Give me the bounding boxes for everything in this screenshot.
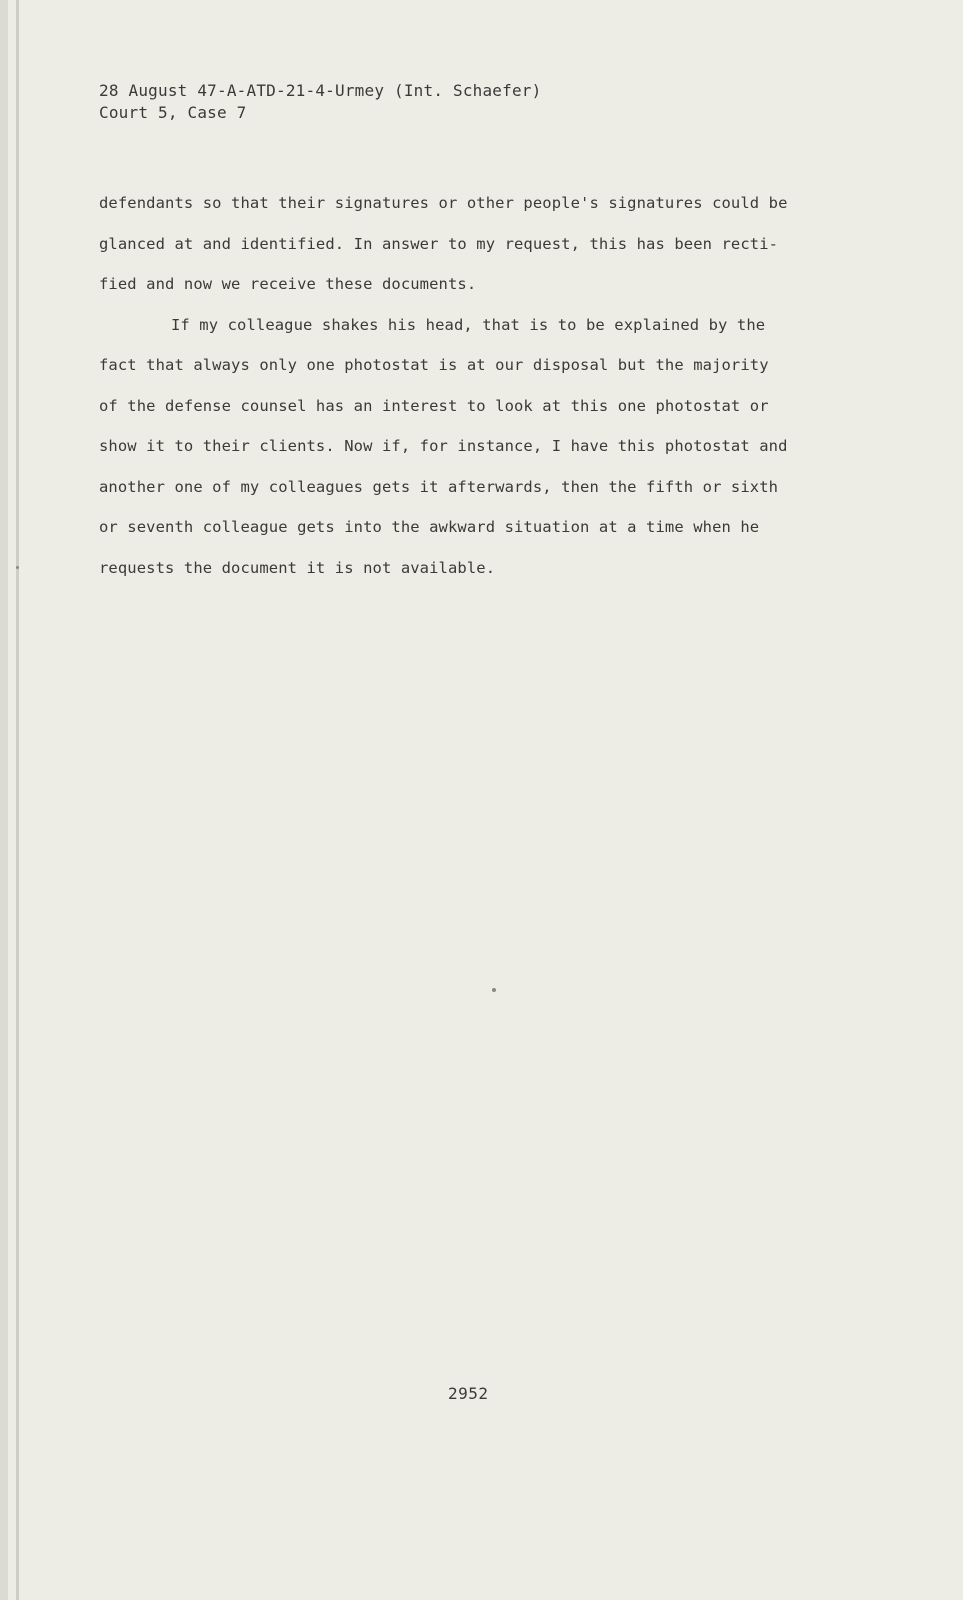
- text-line: fied and now we receive these documents.: [99, 275, 477, 293]
- text-line: glanced at and identified. In answer to my request, this has been recti-: [99, 234, 779, 253]
- text-line: fact that always only one photostat is at our disposal but the majority: [99, 356, 769, 374]
- page-number: 2952: [448, 1384, 489, 1403]
- text-line: requests the document it is not available.: [99, 558, 496, 577]
- text-line: or seventh colleague gets into the awkward situation at a time when he: [99, 518, 760, 536]
- text-line: If my colleague shakes his head, that is to be explained by the: [171, 315, 766, 334]
- document-header: [99, 80, 541, 124]
- header-line-court-case: Court 5, Case 7: [99, 103, 247, 122]
- text-line: of the defense counsel has an interest to look at this one photostat or: [99, 396, 769, 415]
- paragraph: [99, 183, 859, 305]
- text-line: defendants so that their signatures or other people's signatures could be: [99, 194, 788, 212]
- page-left-edge: [16, 0, 19, 1600]
- paper-speck: [16, 566, 19, 569]
- paragraph: [99, 305, 859, 589]
- text-line: another one of my colleagues gets it afterwards, then the fifth or sixth: [99, 477, 779, 496]
- text-line: show it to their clients. Now if, for instance, I have this photostat and: [99, 437, 788, 455]
- header-line-date-reference: 28 August 47-A-ATD-21-4-Urmey (Int. Schaefer): [99, 81, 542, 100]
- document-body: [99, 183, 859, 588]
- paper-speck: [492, 988, 496, 992]
